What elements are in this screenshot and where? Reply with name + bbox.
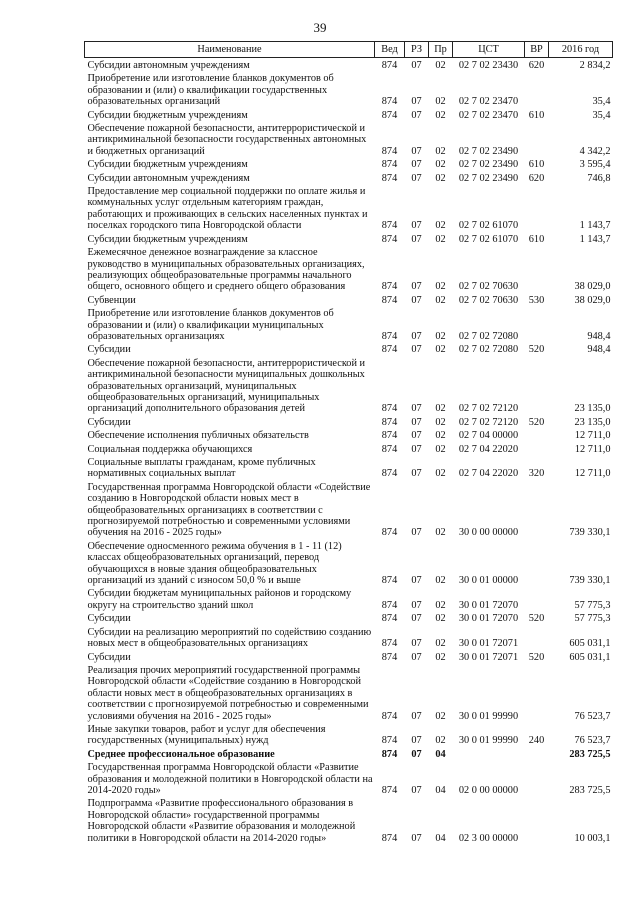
row-vr — [525, 71, 549, 107]
row-name: Субсидии — [87, 344, 131, 356]
row-amount: 4 342,2 — [579, 145, 611, 157]
table-row — [85, 108, 613, 121]
row-cst: 02 7 02 23490 — [458, 172, 519, 184]
row-ved: 874 — [381, 832, 398, 844]
row-pr: 02 — [435, 220, 446, 232]
row-amount: 746,8 — [587, 172, 611, 184]
row-vr — [525, 121, 549, 157]
row-amount: 12 711,0 — [574, 468, 611, 480]
table-row — [85, 539, 613, 587]
budget-table — [84, 41, 613, 844]
row-ved: 874 — [381, 233, 398, 245]
table-row — [85, 455, 613, 480]
row-vr: 520 — [528, 651, 545, 663]
row-amount: 1 143,7 — [579, 233, 611, 245]
row-pr: 02 — [435, 651, 446, 663]
row-rz: 07 — [411, 159, 422, 171]
row-ved: 874 — [381, 403, 398, 415]
row-amount: 283 725,5 — [569, 748, 611, 760]
row-name: Субсидии бюджетным учреждениям — [87, 109, 248, 121]
table-body — [85, 58, 613, 845]
row-name: Субсидии автономным учреждениям — [87, 60, 250, 71]
row-pr: 02 — [435, 575, 446, 587]
row-vr: 240 — [528, 735, 545, 747]
row-name: Обеспечение пожарной безопасности, антитеррористической и антикриминальной безопасности государственных автономных и бюджетных организаций — [87, 123, 367, 157]
row-name: Субсидии бюджетным учреждениям — [87, 159, 248, 171]
row-vr — [525, 428, 549, 441]
row-name: Государственная программа Новгородской области «Содействие созданию в Новгородской области новых мест в общеобразовательных организациях в соответствии с прогнозируемой потребностью и современными условиями обучения на 2016 - 2025 годы» — [87, 481, 371, 539]
row-rz: 07 — [411, 109, 422, 121]
table-row — [85, 650, 613, 663]
row-rz: 07 — [411, 575, 422, 587]
table-row — [85, 760, 613, 796]
row-amount: 605 031,1 — [569, 651, 611, 663]
row-vr: 620 — [528, 172, 545, 184]
table-row — [85, 245, 613, 293]
table-row — [85, 306, 613, 342]
row-amount: 605 031,1 — [569, 638, 611, 650]
row-rz: 07 — [411, 96, 422, 108]
row-rz: 07 — [411, 430, 422, 442]
row-cst: 02 3 00 00000 — [458, 832, 519, 844]
row-ved: 874 — [381, 281, 398, 293]
row-name: Субсидии бюджетным учреждениям — [87, 233, 248, 245]
row-rz: 07 — [411, 233, 422, 245]
row-rz: 07 — [411, 416, 422, 428]
header-rz: РЗ — [405, 42, 429, 58]
row-rz: 07 — [411, 710, 422, 722]
row-ved: 874 — [381, 330, 398, 342]
table-row — [85, 232, 613, 245]
row-vr — [525, 480, 549, 539]
row-amount: 739 330,1 — [569, 575, 611, 587]
row-pr: 02 — [435, 527, 446, 539]
row-ved: 874 — [381, 159, 398, 171]
row-rz: 07 — [411, 443, 422, 455]
table-row — [85, 586, 613, 611]
row-name: Обеспечение пожарной безопасности, антитеррористической и антикриминальной безопасности муниципальных дошкольных образовательных организаций, муниципальных общеобразовательных организаций, муниципальных организаций дополнительного образования детей — [87, 357, 366, 415]
row-ved: 874 — [381, 220, 398, 232]
row-vr — [525, 306, 549, 342]
row-rz: 07 — [411, 294, 422, 306]
table-header-row — [85, 42, 613, 58]
row-rz: 07 — [411, 330, 422, 342]
row-pr: 02 — [435, 172, 446, 184]
row-amount: 948,4 — [587, 330, 611, 342]
table-row — [85, 157, 613, 170]
table-row — [85, 663, 613, 722]
row-amount: 38 029,0 — [574, 294, 611, 306]
row-amount: 3 595,4 — [579, 159, 611, 171]
row-pr: 02 — [435, 613, 446, 625]
row-vr: 530 — [528, 294, 545, 306]
table-row — [85, 356, 613, 415]
table-row — [85, 171, 613, 184]
row-rz: 07 — [411, 468, 422, 480]
row-rz: 07 — [411, 527, 422, 539]
row-cst: 30 0 01 00000 — [458, 575, 519, 587]
row-pr: 04 — [435, 784, 446, 796]
row-vr — [525, 796, 549, 844]
row-pr: 02 — [435, 233, 446, 245]
row-vr: 610 — [528, 109, 545, 121]
row-rz: 07 — [411, 281, 422, 293]
table-row — [85, 415, 613, 428]
row-name: Субсидии — [87, 416, 131, 428]
row-ved: 874 — [381, 710, 398, 722]
row-amount: 38 029,0 — [574, 281, 611, 293]
row-rz: 07 — [411, 220, 422, 232]
row-rz: 07 — [411, 638, 422, 650]
row-amount: 10 003,1 — [574, 832, 611, 844]
row-cst: 02 7 04 00000 — [458, 430, 519, 442]
row-cst: 02 7 04 22020 — [458, 468, 519, 480]
row-rz: 07 — [411, 344, 422, 356]
row-cst: 02 7 02 23430 — [458, 60, 519, 71]
row-rz: 07 — [411, 60, 422, 71]
row-amount: 57 775,3 — [574, 599, 611, 611]
row-pr: 02 — [435, 468, 446, 480]
row-ved: 874 — [381, 575, 398, 587]
table-row — [85, 58, 613, 72]
row-vr — [525, 663, 549, 722]
row-cst: 30 0 01 72070 — [458, 613, 519, 625]
header-pr: Пр — [429, 42, 453, 58]
table-row — [85, 747, 613, 760]
row-name: Обеспечение односменного режима обучения в 1 - 11 (12) классах общеобразовательных организаций, перевод обучающихся в новые здания общеобразовательных организаций из зданий с износом 50,0 % и выше — [87, 540, 342, 587]
row-ved: 874 — [381, 172, 398, 184]
row-amount: 12 711,0 — [574, 430, 611, 442]
row-vr: 610 — [528, 233, 545, 245]
row-cst: 02 7 02 23490 — [458, 159, 519, 171]
row-amount: 76 523,7 — [574, 710, 611, 722]
row-ved: 874 — [381, 60, 398, 71]
row-ved: 874 — [381, 613, 398, 625]
table-row — [85, 722, 613, 747]
row-name: Субсидии автономным учреждениям — [87, 172, 250, 184]
row-rz: 07 — [411, 784, 422, 796]
row-ved: 874 — [381, 344, 398, 356]
row-pr: 02 — [435, 60, 446, 71]
row-name: Подпрограмма «Развитие профессионального образования в Новгородской области» государственной программы Новгородской области «Развитие образования и молодежной политики в Новгородской области на 2014-2020 годы» — [87, 798, 356, 844]
table-row — [85, 71, 613, 107]
table-row — [85, 480, 613, 539]
row-pr: 02 — [435, 145, 446, 157]
row-ved: 874 — [381, 784, 398, 796]
row-ved: 874 — [381, 527, 398, 539]
row-cst: 02 7 02 72120 — [458, 403, 519, 415]
row-name: Реализация прочих мероприятий государственной программы Новгородской области «Содействие созданию в Новгородской области новых мест в общеобразовательных организациях в соответствии с прогнозируемой потребностью и современными условиями обучения на 2016 - 2025 годы» — [87, 664, 369, 722]
row-pr: 02 — [435, 403, 446, 415]
row-ved: 874 — [381, 109, 398, 121]
row-rz: 07 — [411, 651, 422, 663]
row-cst: 02 7 02 70630 — [458, 294, 519, 306]
header-name: Наименование — [85, 42, 375, 58]
row-pr: 02 — [435, 96, 446, 108]
row-cst: 02 7 02 23470 — [458, 109, 519, 121]
table-row — [85, 121, 613, 157]
row-rz: 07 — [411, 599, 422, 611]
table-row — [85, 293, 613, 306]
row-name: Иные закупки товаров, работ и услуг для обеспечения государственных (муниципальных) нужд — [87, 723, 326, 747]
header-year: 2016 год — [549, 42, 613, 58]
row-ved: 874 — [381, 748, 398, 760]
row-amount: 35,4 — [592, 109, 611, 121]
row-name: Субсидии на реализацию мероприятий по содействию созданию новых мест в общеобразовательных организациях — [87, 626, 372, 650]
row-rz: 07 — [411, 172, 422, 184]
row-name: Приобретение или изготовление бланков документов об образовании и (или) о квалификации муниципальных образовательных организациях — [87, 308, 334, 342]
row-pr: 02 — [435, 281, 446, 293]
row-cst: 02 7 04 22020 — [458, 443, 519, 455]
row-amount: 23 135,0 — [574, 403, 611, 415]
row-rz: 07 — [411, 748, 422, 760]
table-row — [85, 428, 613, 441]
row-cst: 30 0 01 72071 — [458, 651, 519, 663]
row-rz: 07 — [411, 735, 422, 747]
row-name: Государственная программа Новгородской области «Развитие образования и молодежной политики в Новгородской области на 2014-2020 годы» — [87, 762, 373, 796]
row-cst: 02 7 02 72080 — [458, 330, 519, 342]
row-vr — [525, 760, 549, 796]
table-row — [85, 184, 613, 232]
row-ved: 874 — [381, 416, 398, 428]
row-pr: 02 — [435, 416, 446, 428]
row-ved: 874 — [381, 294, 398, 306]
row-cst: 02 7 02 61070 — [458, 233, 519, 245]
row-name: Субсидии бюджетам муниципальных районов и городскому округу на строительство зданий школ — [87, 588, 352, 611]
row-amount: 57 775,3 — [574, 613, 611, 625]
table-row — [85, 442, 613, 455]
row-ved: 874 — [381, 443, 398, 455]
row-name: Субвенции — [87, 294, 136, 306]
row-name: Предоставление мер социальной поддержки по оплате жилья и коммунальных услуг отдельным категориям граждан, работающих и проживающих в сельских населенных пунктах и поселках городского типа Новгородской области — [87, 186, 368, 232]
row-cst: 30 0 01 99990 — [458, 735, 519, 747]
header-ved: Вед — [375, 42, 405, 58]
row-pr: 04 — [435, 832, 446, 844]
row-pr: 02 — [435, 638, 446, 650]
row-rz: 07 — [411, 613, 422, 625]
row-name: Приобретение или изготовление бланков документов об образовании и (или) о квалификации государственных образовательных организаций — [87, 73, 334, 108]
header-cst: ЦСТ — [453, 42, 525, 58]
table-row — [85, 796, 613, 844]
row-vr — [525, 184, 549, 232]
row-name: Обеспечение исполнения публичных обязательств — [87, 430, 309, 442]
row-name: Социальные выплаты гражданам, кроме публичных нормативных социальных выплат — [87, 457, 316, 480]
row-name: Субсидии — [87, 651, 131, 663]
row-amount: 76 523,7 — [574, 735, 611, 747]
row-ved: 874 — [381, 735, 398, 747]
table-row — [85, 611, 613, 624]
row-pr: 02 — [435, 159, 446, 171]
row-name: Субсидии — [87, 613, 131, 625]
row-pr: 02 — [435, 443, 446, 455]
row-pr: 04 — [435, 748, 446, 760]
row-ved: 874 — [381, 599, 398, 611]
row-amount: 35,4 — [592, 96, 611, 108]
page-number: 39 — [313, 20, 327, 35]
row-cst — [453, 747, 525, 760]
row-name: Среднее профессиональное образование — [87, 748, 275, 760]
row-cst: 02 7 02 70630 — [458, 281, 519, 293]
row-pr: 02 — [435, 109, 446, 121]
row-amount: 739 330,1 — [569, 527, 611, 539]
row-amount: 12 711,0 — [574, 443, 611, 455]
table-row — [85, 342, 613, 355]
row-pr: 02 — [435, 735, 446, 747]
row-pr: 02 — [435, 344, 446, 356]
row-rz: 07 — [411, 832, 422, 844]
row-name: Ежемесячное денежное вознаграждение за классное руководство в муниципальных образовательных организациях, реализующих общеобразовательные программы начального общего, основного общего и среднего общего образования — [87, 247, 365, 293]
row-vr — [525, 586, 549, 611]
row-ved: 874 — [381, 638, 398, 650]
row-rz: 07 — [411, 403, 422, 415]
row-vr: 620 — [528, 60, 545, 71]
row-ved: 874 — [381, 96, 398, 108]
row-cst: 30 0 01 72070 — [458, 599, 519, 611]
row-ved: 874 — [381, 651, 398, 663]
row-vr: 610 — [528, 159, 545, 171]
row-vr — [525, 245, 549, 293]
row-amount: 948,4 — [587, 344, 611, 356]
row-amount: 23 135,0 — [574, 416, 611, 428]
row-cst: 30 0 01 99990 — [458, 710, 519, 722]
row-ved: 874 — [381, 430, 398, 442]
row-cst: 02 7 02 23470 — [458, 96, 519, 108]
row-rz: 07 — [411, 145, 422, 157]
row-cst: 02 7 02 61070 — [458, 220, 519, 232]
row-cst: 30 0 00 00000 — [458, 527, 519, 539]
row-vr — [525, 625, 549, 650]
row-pr: 02 — [435, 294, 446, 306]
row-vr — [525, 747, 549, 760]
row-pr: 02 — [435, 330, 446, 342]
row-vr: 520 — [528, 344, 545, 356]
row-cst: 02 7 02 72120 — [458, 416, 519, 428]
table-row — [85, 625, 613, 650]
row-ved: 874 — [381, 468, 398, 480]
row-amount: 2 834,2 — [579, 60, 611, 71]
row-pr: 02 — [435, 599, 446, 611]
row-cst: 02 0 00 00000 — [458, 784, 519, 796]
row-ved: 874 — [381, 145, 398, 157]
row-vr — [525, 356, 549, 415]
row-vr: 520 — [528, 613, 545, 625]
row-cst: 02 7 02 72080 — [458, 344, 519, 356]
row-vr — [525, 539, 549, 587]
row-pr: 02 — [435, 430, 446, 442]
row-vr: 520 — [528, 416, 545, 428]
row-amount: 283 725,5 — [569, 784, 611, 796]
row-vr — [525, 442, 549, 455]
row-cst: 30 0 01 72071 — [458, 638, 519, 650]
row-cst: 02 7 02 23490 — [458, 145, 519, 157]
row-name: Социальная поддержка обучающихся — [87, 443, 253, 455]
row-amount: 1 143,7 — [579, 220, 611, 232]
header-vr: ВР — [525, 42, 549, 58]
row-pr: 02 — [435, 710, 446, 722]
row-vr: 320 — [528, 468, 545, 480]
